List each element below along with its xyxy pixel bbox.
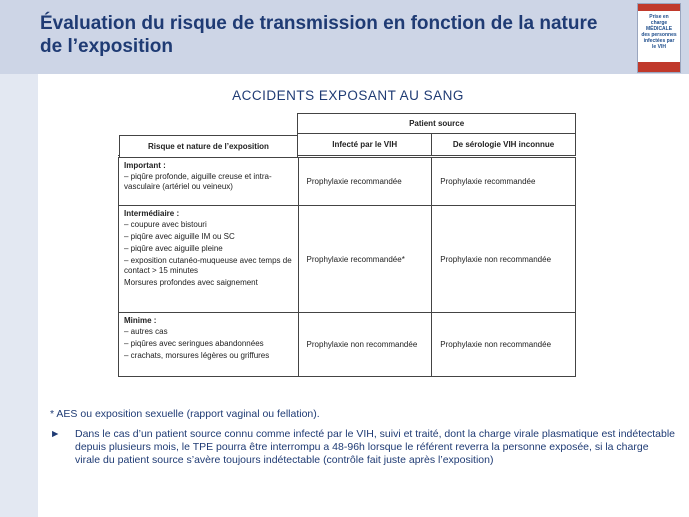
- risk-item: – piqûre avec aiguille pleine: [124, 244, 223, 253]
- header-patient-source: Patient source: [298, 114, 576, 134]
- header-unknown-serology: De sérologie VIH inconnue: [432, 134, 576, 156]
- risk-cell-intermediate: [119, 206, 299, 313]
- risk-category: Intermédiaire :: [124, 209, 180, 218]
- recommendation-unknown: Prophylaxie non recommandée: [432, 206, 576, 313]
- recommendation-vih: Prophylaxie recommandée: [298, 158, 432, 206]
- bullet-note: [50, 428, 675, 467]
- recommendation-vih: Prophylaxie recommandée*: [298, 206, 432, 313]
- risk-item: – autres cas: [124, 327, 168, 336]
- bullet-text: Dans le cas d’un patient source connu comme infecté par le VIH, suivi et traité, dont la charge virale plasmatique est indétectable depuis plusieurs mois, le TPE pourra être interrompu a 48-96h lorsque le référent reverra la personne exposée, si la charge virale du patient source s’avère toujours indétectable (contrôle fait juste après l’exposition): [75, 428, 675, 466]
- risk-item: – piqûres avec seringues abandonnées: [124, 339, 264, 348]
- risk-cell-minimal: [119, 313, 299, 377]
- slide-left-strip: [0, 74, 38, 517]
- table-row: [119, 313, 576, 377]
- cover-bottom-band: [638, 62, 680, 72]
- bullet-arrow-icon: ►: [50, 428, 61, 440]
- recommendation-unknown: Prophylaxie non recommandée: [432, 313, 576, 377]
- table-row: [119, 206, 576, 313]
- cover-text: Prise en charge MÉDICALE des personnes infectées par le VIH: [641, 14, 677, 50]
- recommendation-unknown: Prophylaxie recommandée: [432, 158, 576, 206]
- risk-item: – piqûre avec aiguille IM ou SC: [124, 232, 235, 241]
- risk-cell-important: [119, 158, 299, 206]
- risk-item: – exposition cutanéo-muqueuse avec temps de contact > 15 minutes: [124, 256, 292, 275]
- table-header-row: [118, 114, 576, 134]
- risk-category: Important :: [124, 161, 166, 170]
- risk-category: Minime :: [124, 316, 157, 325]
- cover-top-band: [638, 4, 680, 11]
- slide-title: Évaluation du risque de transmission en fonction de la nature de l’exposition: [40, 13, 598, 57]
- header-infected-vih: Infecté par le VIH: [298, 134, 432, 156]
- header-risk-nature: Risque et nature de l’exposition: [119, 135, 298, 157]
- footnote: * AES ou exposition sexuelle (rapport vaginal ou fellation).: [50, 408, 320, 420]
- recommendation-vih: Prophylaxie non recommandée: [298, 313, 432, 377]
- table-row: [119, 158, 576, 206]
- risk-table-body: [118, 157, 576, 377]
- risk-item: – crachats, morsures légères ou griffures: [124, 351, 270, 360]
- slide-subtitle: ACCIDENTS EXPOSANT AU SANG: [232, 88, 464, 103]
- risk-item: – coupure avec bistouri: [124, 220, 207, 229]
- risk-item: – piqûre profonde, aiguille creuse et intra-vasculaire (artériel ou veineux): [124, 172, 272, 191]
- report-cover-thumbnail: [637, 3, 681, 73]
- risk-item: Morsures profondes avec saignement: [124, 278, 258, 287]
